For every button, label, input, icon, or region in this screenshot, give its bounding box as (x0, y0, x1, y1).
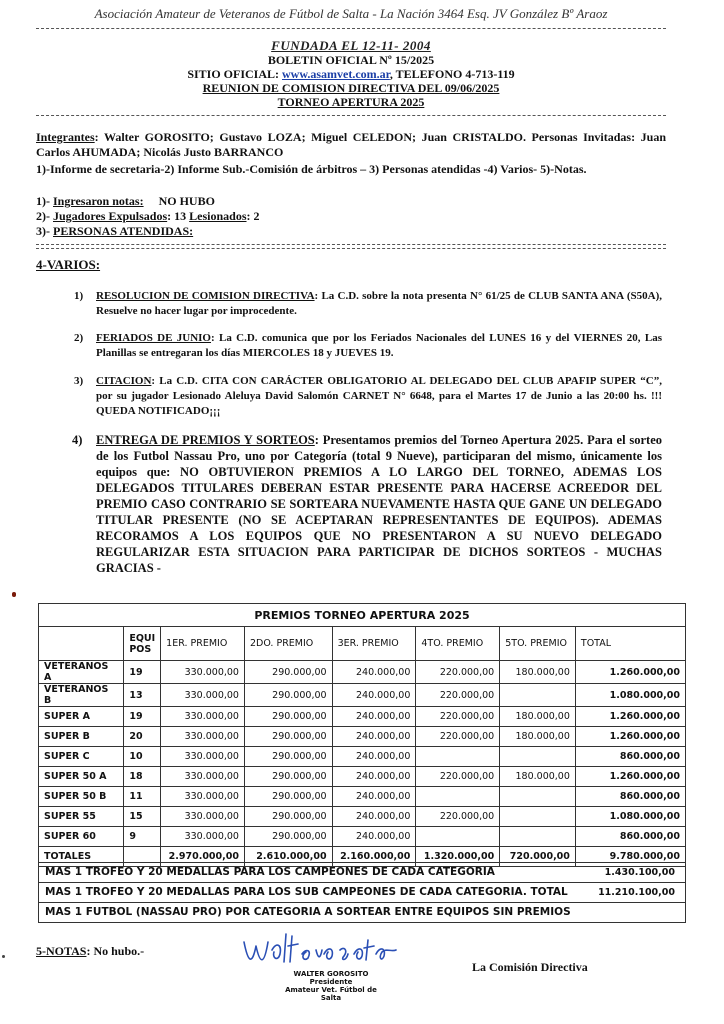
table-cell: 860.000,00 (575, 827, 685, 847)
signature-caption (276, 970, 386, 1002)
column-header: 1ER. PREMIO (161, 627, 245, 661)
attended-label: PERSONAS ATENDIDAS: (53, 224, 194, 238)
report-attended: 3)- PERSONAS ATENDIDAS: (36, 224, 194, 238)
totals-cell: 720.000,00 (500, 847, 576, 867)
section-divider-2 (36, 248, 666, 249)
site-label: SITIO OFICIAL: (187, 67, 282, 81)
item4-text: : Presentamos premios del Torneo Apertura 2025. Para el sorteo de los Futbol Nassau Pro, uno por Categoría (total 9 Nueve), participaran del mismo, únicamente los equipos que: NO OBTUVIERON PREMIOS A LO LARGO DEL TORNEO, ADEMAS LOS DELEGADOS TITULARES DEBERAN ESTAR PRESENTE PARA HACERSE ACREEDOR DEL PREMIO CASO CONTRARIO SE SORTEARA NUEVAMENTE HASTA QUE GANE UN DELEGADO TITULAR PRESENTE (NO SE ACEPTARAN REPRESENTANTES DE EQUIPOS). ADEMAS RECORAMOS A LOS EQUIPOS QUE NO PRESENTARON A SU NUEVO DELEGADO REGULARIZAR ESTA SITUACION PARA PARTICIPAR DE DICHOS SORTEOS - MUCHAS GRACIAS - (96, 433, 662, 575)
table-cell: 330.000,00 (161, 684, 245, 707)
scan-dot (2, 955, 5, 958)
table-cell: 19 (124, 707, 161, 727)
table-cell: 240.000,00 (332, 767, 416, 787)
extra-balls-text: MAS 1 FUTBOL (NASSAU PRO) POR CATEGORIA A SORTEAR ENTRE EQUIPOS SIN PREMIOS (45, 906, 571, 918)
table-row (39, 787, 686, 807)
table-row (39, 747, 686, 767)
signer-name: WALTER GOROSITO (293, 970, 369, 978)
table-cell: 1.080.000,00 (575, 807, 685, 827)
item3-label: CITACION (96, 375, 152, 387)
prizes-extras (38, 862, 686, 923)
table-cell: VETERANOS A (39, 661, 124, 684)
varios-heading: 4-VARIOS: (36, 257, 101, 272)
table-cell: 11 (124, 787, 161, 807)
table-cell: 290.000,00 (244, 807, 332, 827)
item1 (96, 289, 662, 319)
extra-subchampions-value: 11.210.100,00 (598, 887, 675, 898)
expelled-value: : 13 (167, 209, 190, 223)
extra-row-balls (38, 903, 686, 923)
table-cell: SUPER 60 (39, 827, 124, 847)
tournament-title: TORNEO APERTURA 2025 (277, 95, 425, 109)
table-cell: 180.000,00 (500, 727, 576, 747)
table-cell: 19 (124, 661, 161, 684)
totals-cell: 2.970.000,00 (161, 847, 245, 867)
table-cell: 240.000,00 (332, 807, 416, 827)
notes-section-label: 5-NOTAS (36, 944, 87, 958)
extra-row-champions (38, 862, 686, 883)
phone: , TELEFONO 4-713-119 (389, 67, 515, 81)
item1-number: 1) (74, 290, 84, 302)
table-cell: SUPER C (39, 747, 124, 767)
column-header: 5TO. PREMIO (500, 627, 576, 661)
report-notes: 1)- Ingresaron notas: NO HUBO (36, 194, 215, 208)
table-cell: 290.000,00 (244, 684, 332, 707)
table-cell: 860.000,00 (575, 747, 685, 767)
table-cell: 220.000,00 (416, 707, 500, 727)
table-cell: 290.000,00 (244, 767, 332, 787)
item3-text: : La C.D. CITA CON CARÁCTER OBLIGATORIO AL DELEGADO DEL CLUB APAFIP SUPER “C”, por su jugador Lesionado Aleluya David Salomón CARNET N° 6648, para el Martes 17 de Junio a las 20:00 hs. !!! QUEDA NOTIFICADO¡¡¡ (96, 375, 662, 417)
item4-label: ENTREGA DE PREMIOS Y SORTEOS (96, 433, 315, 447)
totals-cell: 2.160.000,00 (332, 847, 416, 867)
table-cell: 240.000,00 (332, 727, 416, 747)
table-cell: 13 (124, 684, 161, 707)
table-cell: 330.000,00 (161, 807, 245, 827)
item4-number: 4) (72, 433, 83, 447)
table-cell: 18 (124, 767, 161, 787)
agenda: 1)-Informe de secretaria-2) Informe Sub.-Comisión de árbitros – 3) Personas atendidas -4) Varios- 5)-Notas. (36, 162, 587, 176)
item1-text: : La C.D. sobre la nota presenta N° 61/25 de CLUB SANTA ANA (S50A), Resuelve no hacer lugar por improcedente. (96, 290, 662, 317)
table-cell: 180.000,00 (500, 707, 576, 727)
table-cell: 240.000,00 (332, 747, 416, 767)
meeting-title: REUNION DE COMISION DIRECTIVA DEL 09/06/2025 (202, 81, 500, 95)
notes-value: NO HUBO (158, 194, 215, 208)
table-cell (500, 827, 576, 847)
item2-text: : La C.D. comunica que por los Feriados Nacionales del LUNES 16 y del VIERNES 20, Las Planillas se entregaran los días MIERCOLES 18 y JUEVES 19. (96, 332, 662, 359)
report-expelled: 2)- Jugadores Expulsados: 13 Lesionados: 2 (36, 209, 260, 223)
table-cell: 860.000,00 (575, 787, 685, 807)
prizes-table (38, 603, 686, 867)
table-cell: SUPER 55 (39, 807, 124, 827)
table-cell: 220.000,00 (416, 661, 500, 684)
table-cell: 240.000,00 (332, 684, 416, 707)
totals-cell: 1.320.000,00 (416, 847, 500, 867)
extra-row-subchampions (38, 883, 686, 903)
table-row (39, 707, 686, 727)
table-cell: 240.000,00 (332, 827, 416, 847)
totals-cell: 2.610.000,00 (244, 847, 332, 867)
table-cell: 330.000,00 (161, 747, 245, 767)
column-header: 3ER. PREMIO (332, 627, 416, 661)
header-divider (36, 28, 666, 29)
table-cell: SUPER 50 A (39, 767, 124, 787)
extra-champions-value: 1.430.100,00 (604, 867, 675, 878)
table-cell: 220.000,00 (416, 727, 500, 747)
table-title: PREMIOS TORNEO APERTURA 2025 (39, 604, 686, 627)
extra-subchampions-text: MAS 1 TROFEO Y 20 MEDALLAS PARA LOS SUB CAMPEONES DE CADA CATEGORIA. TOTAL (45, 886, 568, 898)
table-cell: 290.000,00 (244, 787, 332, 807)
table-cell: 20 (124, 727, 161, 747)
table-cell: 1.260.000,00 (575, 727, 685, 747)
table-row (39, 767, 686, 787)
totals-cell: 9.780.000,00 (575, 847, 685, 867)
table-cell: 290.000,00 (244, 827, 332, 847)
table-row (39, 827, 686, 847)
table-cell (416, 787, 500, 807)
table-cell: 15 (124, 807, 161, 827)
table-cell: 240.000,00 (332, 661, 416, 684)
official-site-line (36, 67, 666, 82)
scan-mark (12, 592, 16, 597)
table-cell: 220.000,00 (416, 767, 500, 787)
item3 (96, 374, 662, 419)
table-row (39, 807, 686, 827)
table-cell (500, 747, 576, 767)
table-cell: VETERANOS B (39, 684, 124, 707)
table-cell: SUPER A (39, 707, 124, 727)
table-cell: 1.260.000,00 (575, 661, 685, 684)
table-row (39, 684, 686, 707)
directive-commission: La Comisión Directiva (472, 960, 588, 974)
table-cell (500, 807, 576, 827)
founded-date: FUNDADA EL 12-11- 2004 (271, 38, 431, 53)
table-cell: 220.000,00 (416, 684, 500, 707)
table-cell: 290.000,00 (244, 727, 332, 747)
table-cell (500, 684, 576, 707)
item2-number: 2) (74, 332, 84, 344)
section-divider-1 (36, 244, 666, 245)
table-cell: 220.000,00 (416, 807, 500, 827)
table-cell: 330.000,00 (161, 787, 245, 807)
table-cell: 290.000,00 (244, 661, 332, 684)
item2 (96, 331, 662, 361)
table-cell: 330.000,00 (161, 707, 245, 727)
table-cell: 290.000,00 (244, 707, 332, 727)
table-cell: 180.000,00 (500, 661, 576, 684)
item4 (96, 432, 662, 576)
members-text: : Walter GOROSITO; Gustavo LOZA; Miguel CELEDON; Juan CRISTALDO. Personas Invitadas: Juan Carlos AHUMADA; Nicolás Justo BARRANCO (36, 130, 666, 159)
table-cell: 9 (124, 827, 161, 847)
item3-number: 3) (74, 375, 84, 387)
signer-role: Presidente (309, 978, 353, 986)
signer-org: Amateur Vet. Fútbol de Salta (285, 986, 377, 1002)
column-header: 2DO. PREMIO (244, 627, 332, 661)
members-label: Integrantes (36, 130, 95, 144)
association-header: Asociación Amateur de Veteranos de Fútbol de Salta - La Nación 3464 Esq. JV González Bº Araoz (94, 6, 608, 21)
notes-section-text: : No hubo.- (86, 944, 145, 958)
table-header-row (39, 627, 686, 661)
table-row (39, 661, 686, 684)
column-header: 4TO. PREMIO (416, 627, 500, 661)
item1-label: RESOLUCION DE COMISION DIRECTIVA (96, 290, 315, 302)
table-cell: 10 (124, 747, 161, 767)
title-divider (36, 115, 666, 116)
signature-image (236, 928, 406, 974)
table-cell: 180.000,00 (500, 767, 576, 787)
expelled-label: Jugadores Expulsados (53, 209, 168, 223)
totals-cell: TOTALES (39, 847, 124, 867)
column-header (39, 627, 124, 661)
table-cell: 1.080.000,00 (575, 684, 685, 707)
table-cell: 240.000,00 (332, 707, 416, 727)
extra-champions-text: MAS 1 TROFEO Y 20 MEDALLAS PARA LOS CAMPEONES DE CADA CATEGORIA (45, 866, 495, 878)
column-header: TOTAL (575, 627, 685, 661)
table-cell: 330.000,00 (161, 661, 245, 684)
notes-section (36, 944, 144, 959)
table-cell: 330.000,00 (161, 727, 245, 747)
table-row (39, 727, 686, 747)
table-cell: 1.260.000,00 (575, 767, 685, 787)
table-cell (416, 827, 500, 847)
table-cell (416, 747, 500, 767)
table-cell: 290.000,00 (244, 747, 332, 767)
table-cell: 330.000,00 (161, 767, 245, 787)
injured-value: : 2 (246, 209, 260, 223)
table-cell: 330.000,00 (161, 827, 245, 847)
table-cell: 1.260.000,00 (575, 707, 685, 727)
table-cell: SUPER 50 B (39, 787, 124, 807)
members-paragraph (36, 130, 666, 160)
bulletin-number: BOLETIN OFICIAL Nº 15/2025 (267, 53, 435, 67)
table-cell (500, 787, 576, 807)
table-cell: SUPER B (39, 727, 124, 747)
site-link[interactable]: www.asamvet.com.ar (282, 67, 390, 81)
notes-label: Ingresaron notas: (53, 194, 144, 208)
table-cell: 240.000,00 (332, 787, 416, 807)
column-header: EQUI POS (124, 627, 161, 661)
injured-label: Lesionados (189, 209, 247, 223)
item2-label: FERIADOS DE JUNIO (96, 332, 211, 344)
